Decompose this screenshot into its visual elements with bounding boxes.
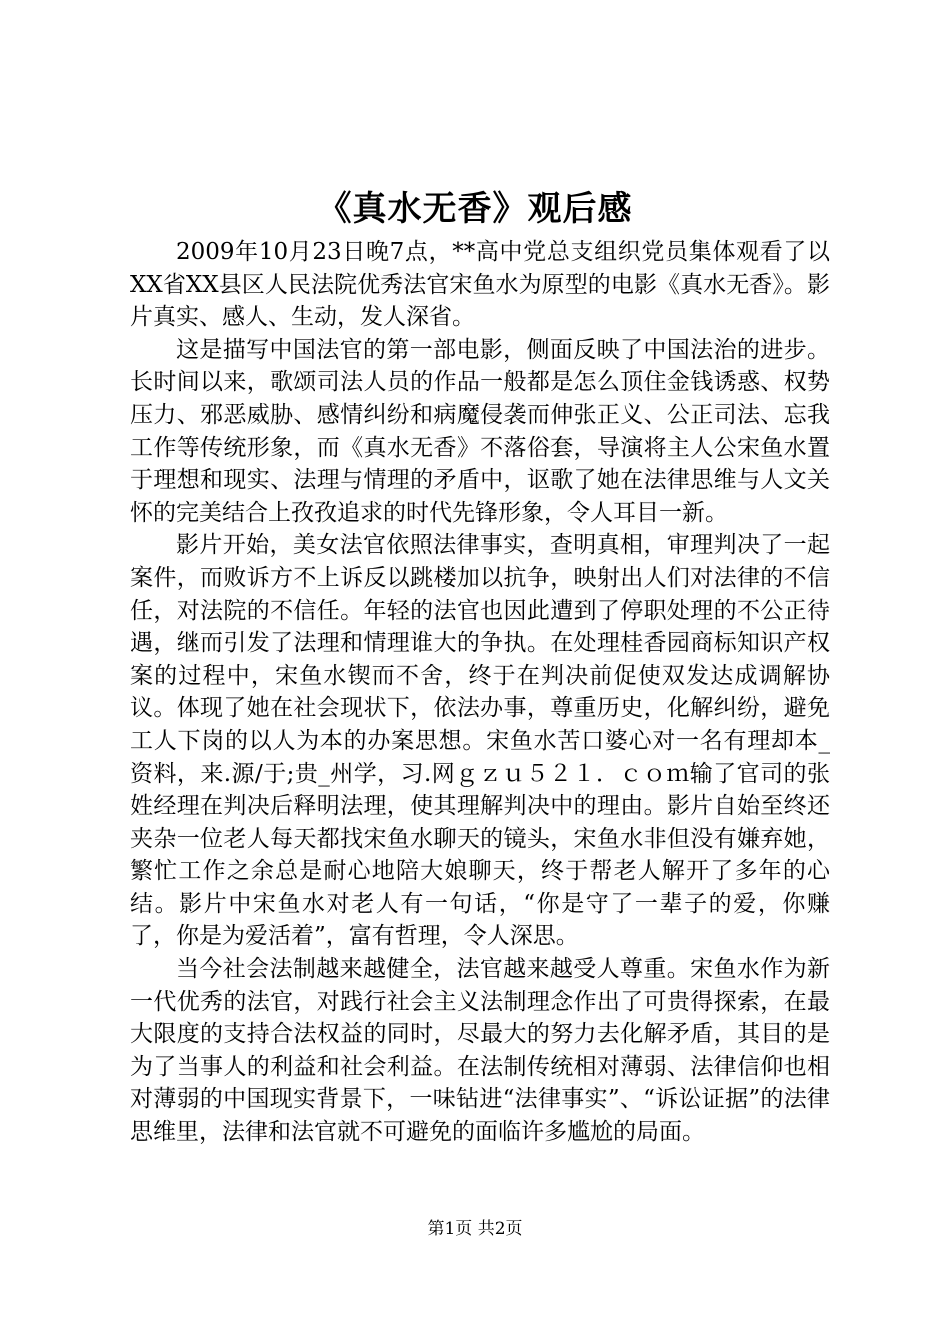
- page-number-footer: 第1页 共2页: [427, 1219, 523, 1239]
- paragraph: 当今社会法制越来越健全，法官越来越受人尊重。宋鱼水作为新一代优秀的法官，对践行社会主义法制理念作出了可贵得探索，在最大限度的支持合法权益的同时，尽最大的努力去化解矛盾，其目的是为了当事人的利益和社会利益。在法制传统相对薄弱、法律信仰也相对薄弱的中国现实背景下，一味钻进“法律事实”、“诉讼证据”的法律思维里，法律和法官就不可避免的面临许多尴尬的局面。: [130, 956, 830, 1146]
- paragraph: 影片开始，美女法官依照法律事实，查明真相，审理判决了一起案件，而败诉方不上诉反以跳楼加以抗争，映射出人们对法律的不信任，对法院的不信任。年轻的法官也因此遭到了停职处理的不公正待遇，继而引发了法理和情理谁大的争执。在处理桂香园商标知识产权案的过程中，宋鱼水锲而不舍，终于在判决前促使双发达成调解协议。体现了她在社会现状下，依法办事，尊重历史，化解纠纷，避免工人下岗的以人为本的办案思想。宋鱼水苦口婆心对一名有理却本_资料，来.源/于;贵_州学，习.网ｇｚｕ５２１．ｃｏｍ输了官司的张姓经理在判决后释明法理，使其理解判决中的理由。影片自始至终还夹杂一位老人每天都找宋鱼水聊天的镜头，宋鱼水非但没有嫌弃她，繁忙工作之余总是耐心地陪大娘聊天，终于帮老人解开了多年的心结。影片中宋鱼水对老人有一句话，“你是守了一辈子的爱，你赚了，你是为爱活着”，富有哲理，令人深思。: [130, 532, 830, 950]
- paragraph: 2009年10月23日晚7点，**高中党总支组织党员集体观看了以XX省XX县区人民法院优秀法官宋鱼水为原型的电影《真水无香》。影片真实、感人、生动，发人深省。: [130, 239, 830, 331]
- page-title: 《真水无香》观后感: [317, 189, 633, 229]
- paragraph: 这是描写中国法官的第一部电影，侧面反映了中国法治的进步。长时间以来，歌颂司法人员的作品一般都是怎么顶住金钱诱惑、权势压力、邪恶威胁、感情纠纷和病魔侵袭而伸张正义、公正司法、忘我工作等传统形象，而《真水无香》不落俗套，导演将主人公宋鱼水置于理想和现实、法理与情理的矛盾中，讴歌了她在法律思维与人文关怀的完美结合上孜孜追求的时代先锋形象，令人耳目一新。: [130, 336, 830, 526]
- document-body: [130, 236, 830, 1149]
